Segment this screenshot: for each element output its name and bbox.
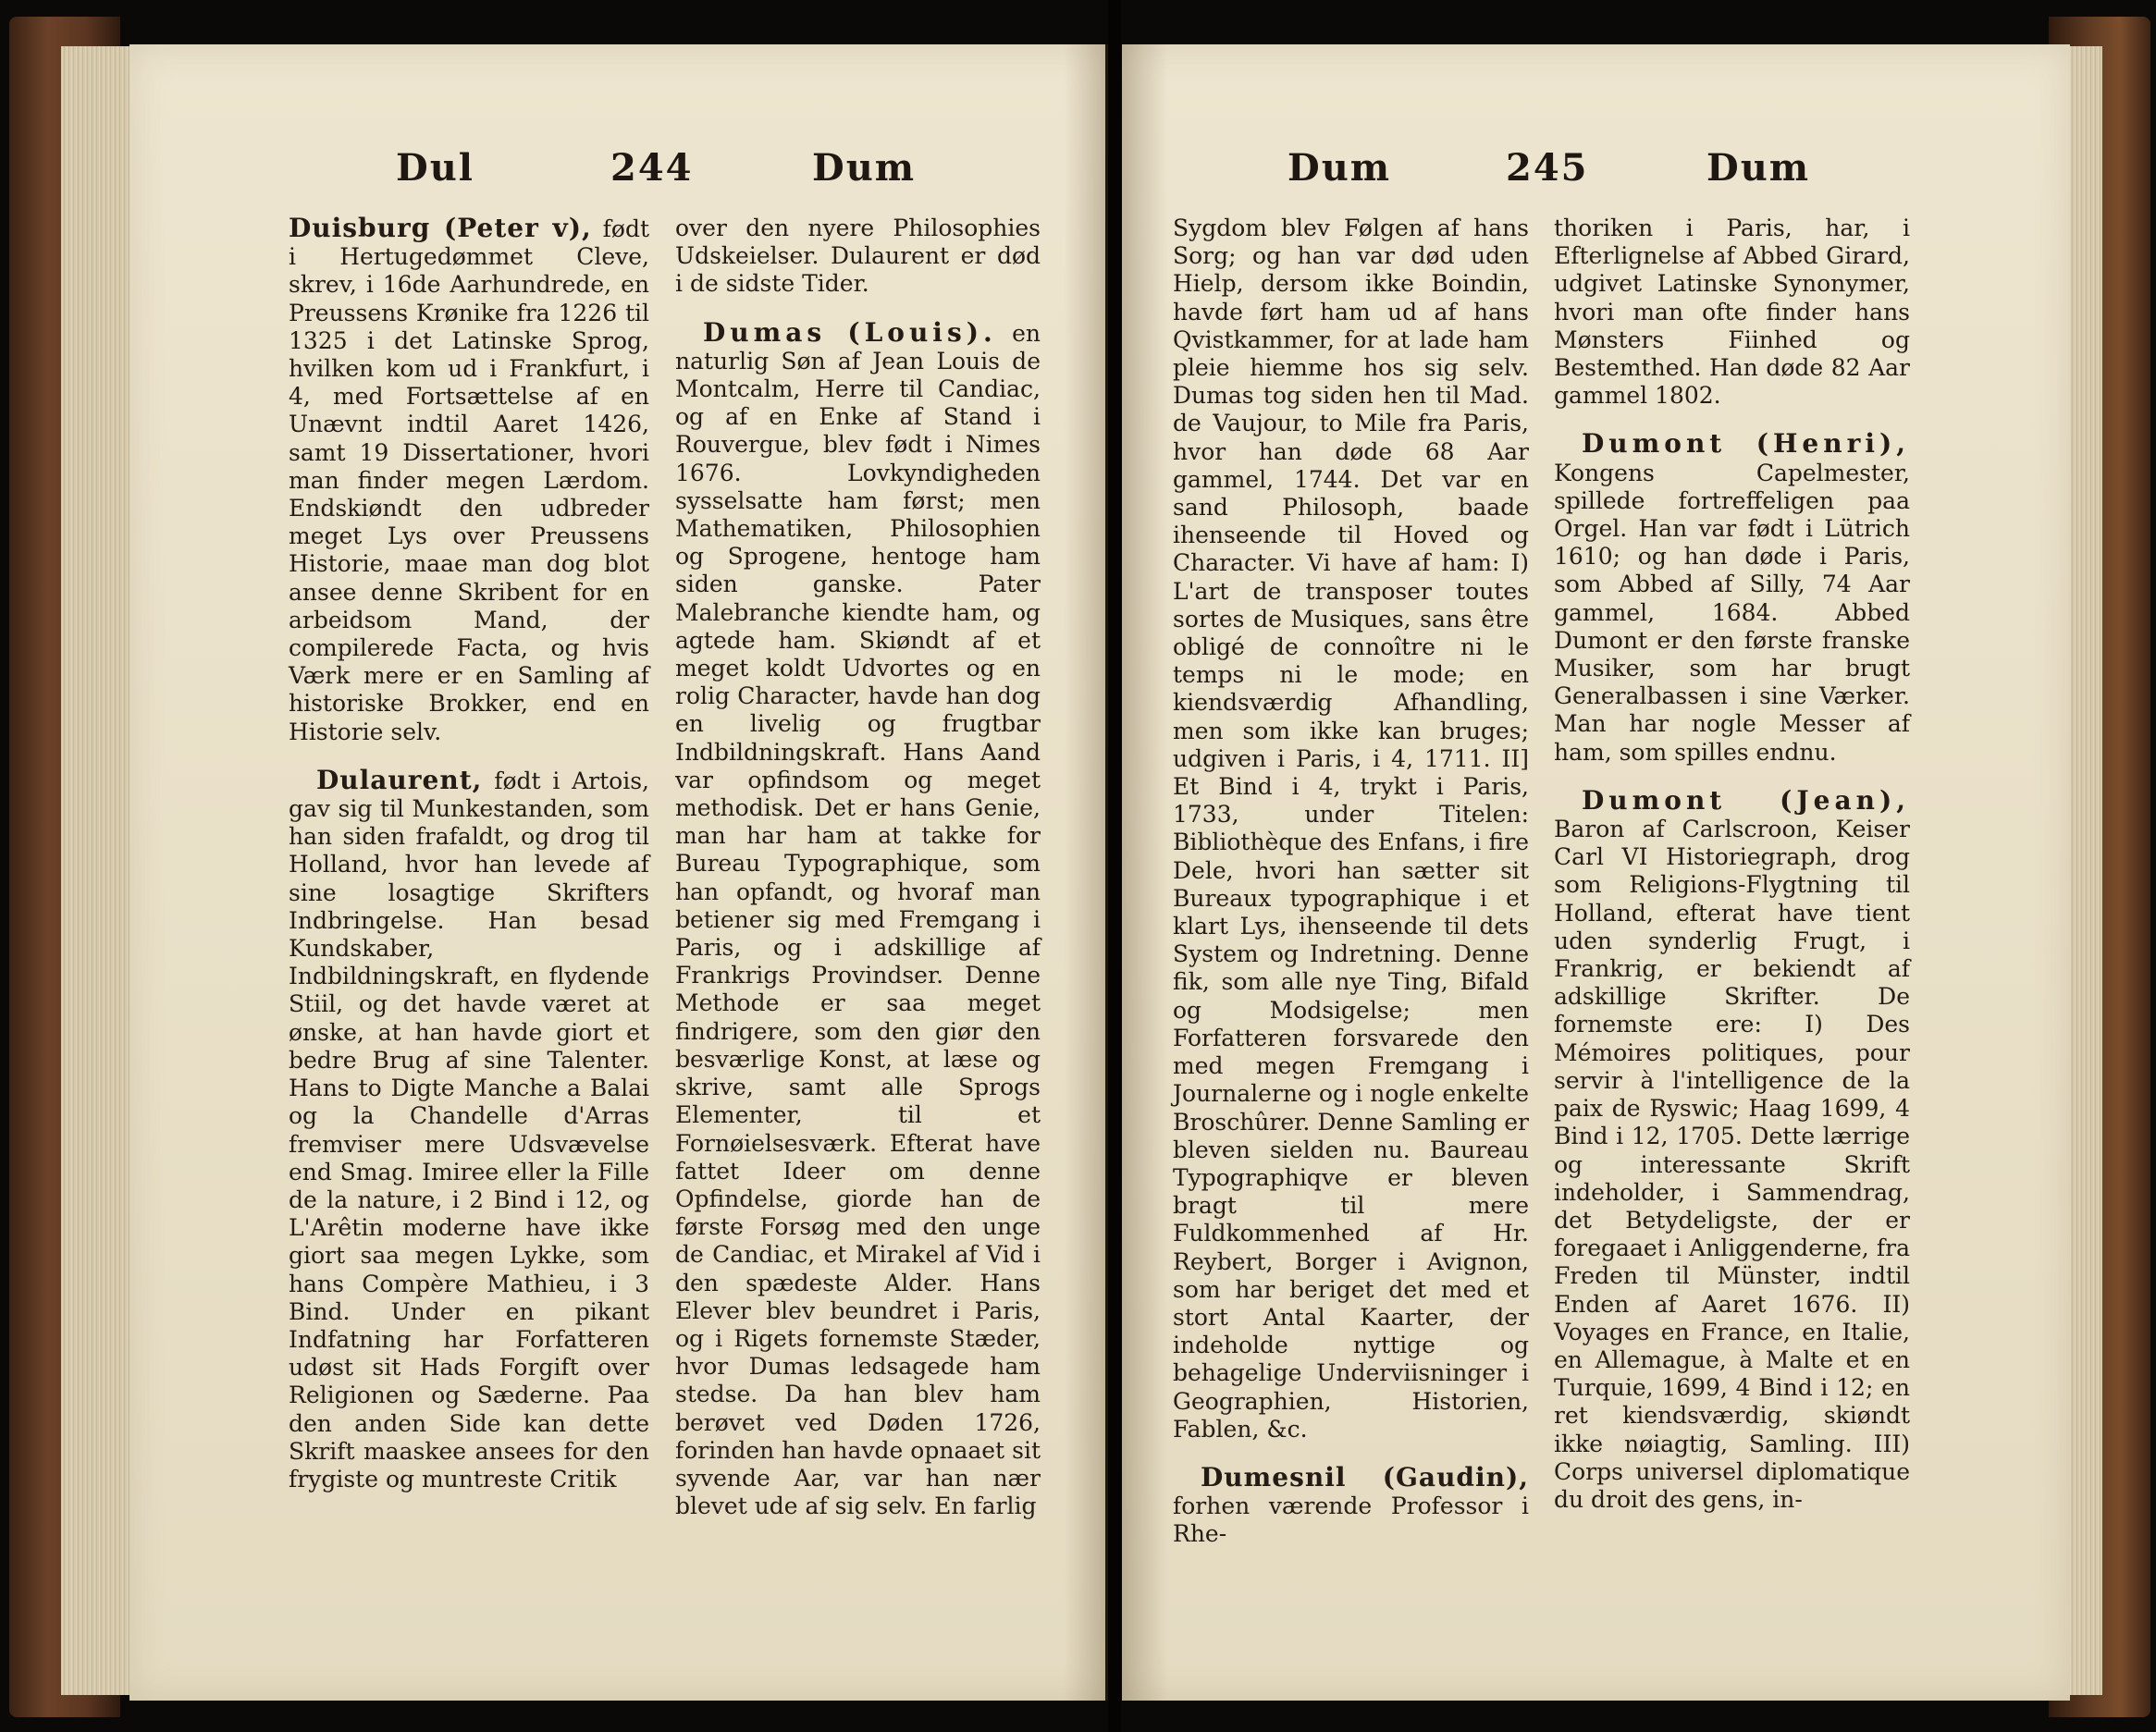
entry-text: en naturlig Søn af Jean Louis de Montcalm, Herre til Candiac, og af en Enke af Stand i Rouvergue, blev født i Nimes 1676. Lovkyndigheden sysselsatte ham først; men Mathematiken, Philosophien og Sprogene, hentoge ham siden ganske. Pater Malebranche kiendte ham, og agtede ham. Skiøndt af et meget koldt Udvortes og en rolig Character, havde han dog en livelig og frugtbar Indbildningskraft. Hans Aand var opfindsom og meget methodisk. Det er hans Genie, man har ham at takke for Bureau Typographique, som han opfandt, og hvoraf man betiener sig med Fremgang i Paris, og i adskillige af Frankrigs Provindser. Denne Methode er saa meget findrigere, som den giør den besværlige Konst, at læse og skrive, samt alle Sprogs Elementer, til et Fornøielsesværk. Efterat have fattet Ideer om denne Opfindelse, giorde han de første Forsøg med den unge de Candiac, et Mirakel af Vid i den spædeste Alder. Hans Elever blev beundret i Paris, og i Rigets fornemste Stæder, hvor Dumas ledsagede ham stedse. Da han blev ham berøvet ved Døden 1726, forinden han havde opnaaet sit syvende Aar, var han nær blevet ude af sig selv. En farlig	[675, 319, 1041, 1520]
entry-headword: Duisburg (Peter v),	[289, 213, 592, 243]
running-head-right: Dum	[1706, 146, 1811, 190]
entry-paragraph	[675, 316, 1041, 1521]
running-head-left: Dul	[396, 146, 474, 190]
scan-divider	[1108, 0, 1121, 1732]
entry-paragraph	[289, 764, 649, 1493]
text-column	[675, 215, 1041, 1541]
entry-headword: Dumesnil (Gaudin),	[1201, 1461, 1529, 1492]
entry-paragraph	[1554, 215, 1910, 410]
entry-headword: Dumont (Jean),	[1582, 784, 1910, 816]
text-column	[289, 215, 649, 1514]
entry-paragraph	[289, 215, 649, 746]
text-column	[1554, 215, 1910, 1534]
page-number-left: 244	[610, 146, 694, 190]
entry-text: Baron af Carlscroon, Keiser Carl VI Historiegraph, drog som Religions-Flygtning til Holland, efterat have tient uden synderlig Frugt, i Frankrig, er bekiendt af adskillige Skrifter. De fornemste ere: I) Des Mémoires politiques, pour servir à l'intelligence de la paix de Ryswic; Haag 1699, 4 Bind i 12, 1705. Dette lærrige og interessante Skrift indeholder, i Sammendrag, det Betydeligste, der er foregaaet i Anliggenderne, fra Freden til Münster, indtil Enden af Aaret 1676. II) Voyages en France, en Italie, en Allemague, à Malte et en Turquie, 1699, 4 Bind i 12; en ret kiendsværdig, skiøndt ikke nøiagtig, Samling. III) Corps universel diplomatique du droit des gens, in-	[1554, 816, 1910, 1513]
entry-paragraph	[1173, 215, 1529, 1443]
entry-text: forhen værende Professor i Rhe-	[1173, 1492, 1529, 1548]
running-head-right: Dum	[812, 146, 917, 190]
entry-text: født i Artois, gav sig til Munkestanden, som han siden frafaldt, og drog til Holland, hvor han levede af sine losagtige Skrifters Indbringelse. Han besad Kundskaber, Indbildningskraft, en flydende Stiil, og det havde været at ønske, at han havde giort et bedre Brug af sine Talenter. Hans to Digte Manche a Balai og la Chandelle d'Arras fremviser mere Udsvævelse end Smag. Imiree eller la Fille de la nature, i 2 Bind i 12, og L'Arêtin moderne have ikke giort saa megen Lykke, som hans Compère Mathieu, i 3 Bind. Under en pikant Indfatning har Forfatteren udøst sit Hads Forgift over Religionen og Sæderne. Paa den anden Side kan dette Skrift maaskee ansees for den frygiste og muntreste Critik	[289, 767, 649, 1492]
entry-headword: Dumas (Louis).	[703, 316, 997, 348]
entry-paragraph	[1554, 784, 1910, 1514]
entry-paragraph	[1173, 1461, 1529, 1549]
entry-text: over den nyere Philosophies Udskeielser. Dulaurent er død i de sidste Tider.	[675, 215, 1041, 298]
gutter-shadow-left	[1064, 44, 1110, 1701]
entry-text: født i Hertugedømmet Cleve, skrev, i 16de Aarhundrede, en Preussens Krønike fra 1226 til 1325 i det Latinske Sprog, hvilken kom ud i Frankfurt, i 4, med Fortsættelse af en Unævnt indtil Aaret 1426, samt 19 Dissertationer, hvori man finder megen Lærdom. Endskiøndt den udbreder meget Lys over Preussens Historie, maae man dog blot ansee denne Skribent for en arbeidsom Mand, der compilerede Facta, og hvis Værk mere er en Samling af historiske Brokker, end en Historie selv.	[289, 215, 649, 745]
entry-paragraph	[675, 215, 1041, 299]
gutter-shadow-right	[1122, 44, 1168, 1701]
entry-headword: Dulaurent,	[316, 764, 483, 795]
entry-text: Kongens Capelmester, spillede fortreffeligen paa Orgel. Han var født i Lütrich 1610; og han døde i Paris, som Abbed af Silly, 74 Aar gammel, 1684. Abbed Dumont er den første franske Musiker, som har brugt Generalbassen i sine Værker. Man har nogle Messer af ham, som spilles endnu.	[1554, 459, 1910, 766]
text-column	[1173, 215, 1529, 1569]
entry-text: Sygdom blev Følgen af hans Sorg; og han var død uden Hielp, dersom ikke Boindin, havde ført ham ud af hans Qvistkammer, for at lade ham pleie hiemme hos sig selv. Dumas tog siden hen til Mad. de Vaujour, to Mile fra Paris, hvor han døde 68 Aar gammel, 1744. Det var en sand Philosoph, baade ihenseende til Hoved og Character. Vi have af ham: I) L'art de transposer toutes sortes de Musiques, sans être obligé de connoître ni le temps ni le mode; en kiendsværdig Afhandling, men som ikke kan bruges; udgiven i Paris, i 4, 1711. II] Et Bind i 4, trykt i Paris, 1733, under Titelen: Bibliothèque des Enfans, i fire Dele, hvori han sætter sit Bureaux typographique i et klart Lys, ihenseende til dets System og Indretning. Denne fik, som alle nye Ting, Bifald og Modsigelse; men Forfatteren forsvarede den med megen Fremgang i Journalerne og i nogle enkelte Broschûrer. Denne Samling er bleven sielden nu. Baureau Typographiqve er bleven bragt til mere Fuldkommenhed af Hr. Reybert, Borger i Avignon, som har beriget det med et stort Antal Kaarter, der indeholde nyttige og behagelige Underviisninger i Geographien, Historien, Fablen, &c.	[1173, 215, 1529, 1443]
page-number-right: 245	[1506, 146, 1589, 190]
entry-headword: Dumont (Henri),	[1582, 428, 1910, 460]
entry-paragraph	[1554, 430, 1910, 766]
entry-text: thoriken i Paris, har, i Efterlignelse af Abbed Girard, udgivet Latinske Synonymer, hvori man ofte finder hans Mønsters Fiinhed og Bestemthed. Han døde 82 Aar gammel 1802.	[1554, 215, 1910, 410]
page-edges-left	[61, 46, 135, 1695]
running-head-left: Dum	[1287, 146, 1392, 190]
